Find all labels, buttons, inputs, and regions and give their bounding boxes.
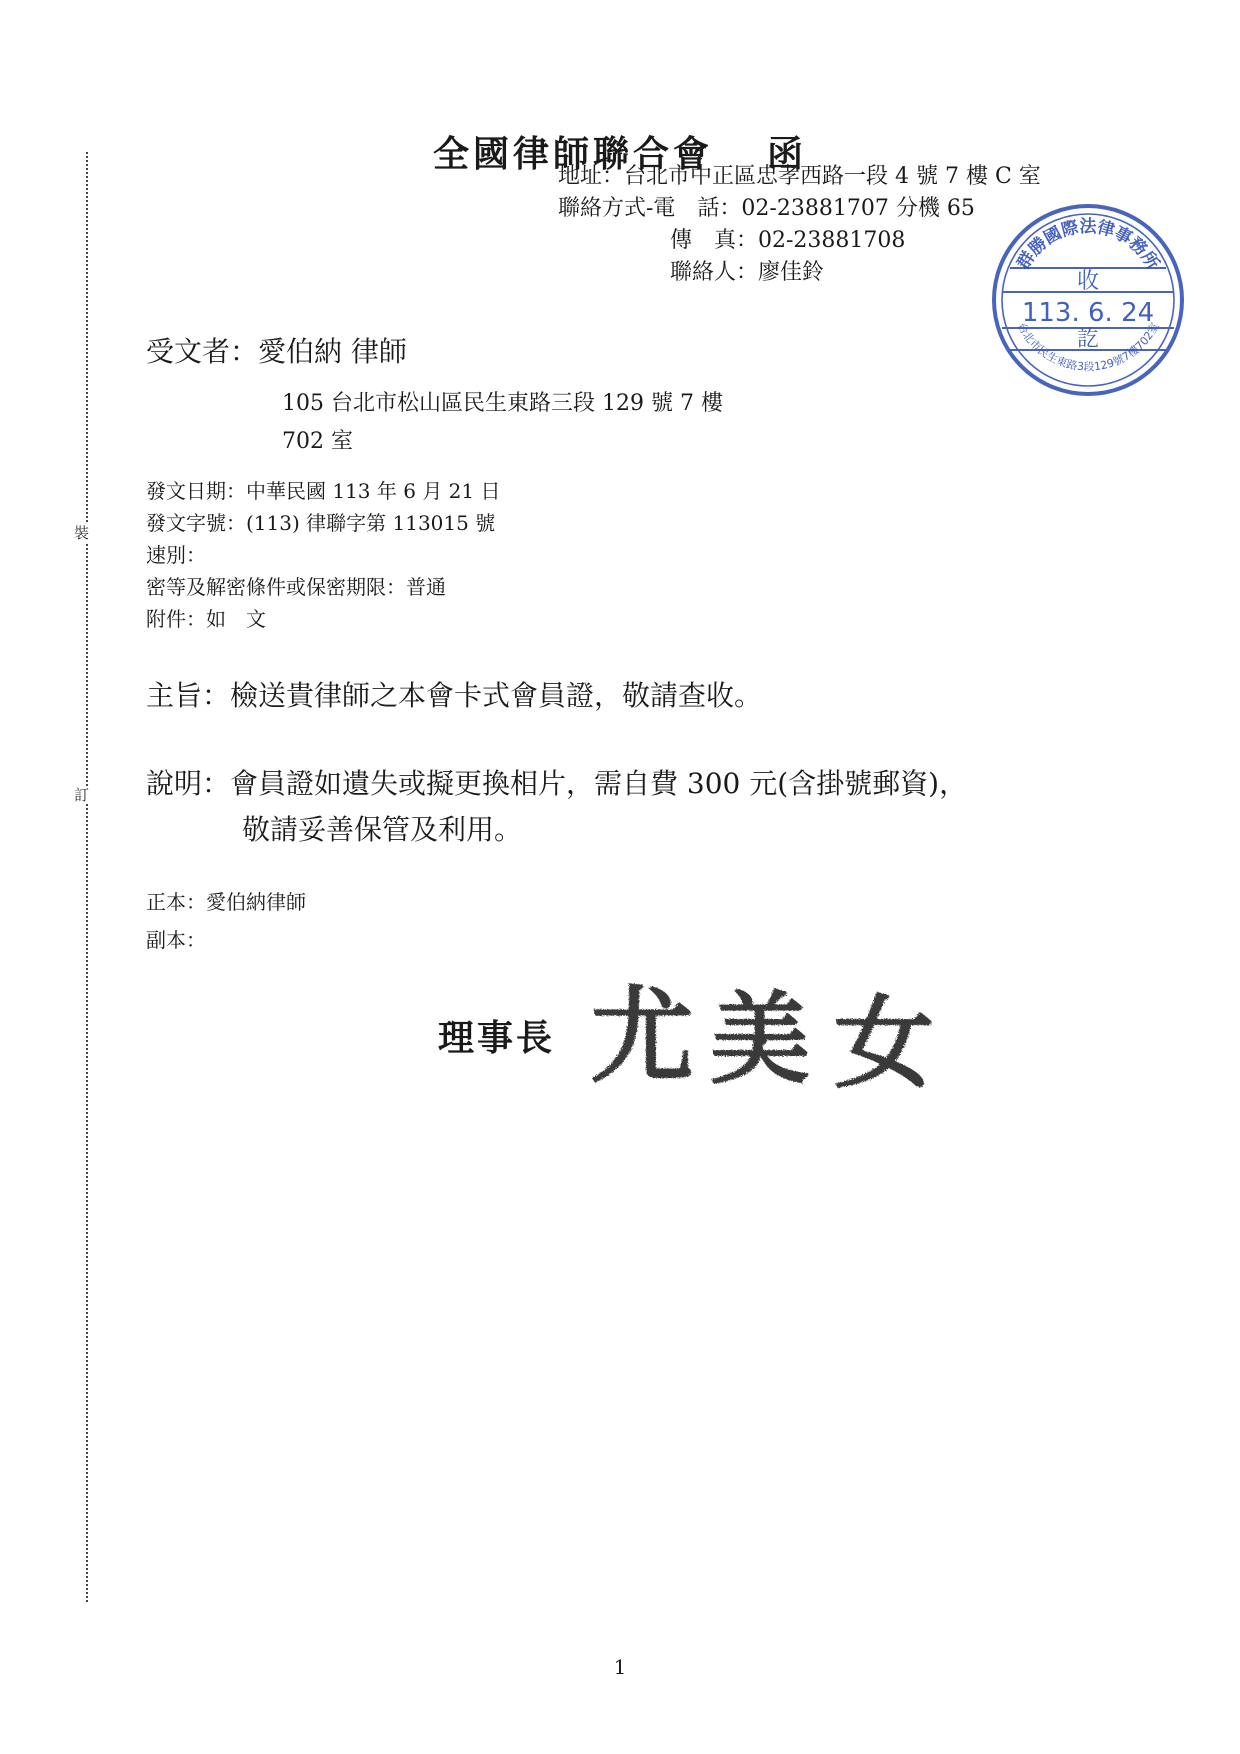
subject-line: 主旨：檢送貴律師之本會卡式會員證，敬請查收。 <box>146 679 763 712</box>
signature-char-2: 美 <box>710 981 810 1098</box>
sender-contact: 聯絡人：廖佳鈴 <box>670 260 825 285</box>
secrecy-level: 密等及解密條件或保密期限：普通 <box>146 575 446 599</box>
stamp-address: 台北市民生東路3段129號7樓702室 <box>1014 320 1162 374</box>
binding-mark-top: 裝 <box>74 524 90 542</box>
explanation-line1: 說明：會員證如遺失或擬更換相片，需自費 300 元(含掛號郵資)， <box>146 767 968 800</box>
original-copy-to: 正本：愛伯納律師 <box>146 890 306 914</box>
stamp-firm-name: 群勝國際法律事務所 <box>1013 217 1163 274</box>
recipient-label: 受文者：愛伯納 律師 <box>146 335 407 368</box>
speed-class: 速別： <box>146 543 206 567</box>
page-number: 1 <box>613 1655 627 1679</box>
sender-phone: 聯絡方式-電 話：02-23881707 分機 65 <box>558 196 975 221</box>
signature-char-1: 尤 <box>590 975 695 1097</box>
recipient-address-line2: 702 室 <box>282 429 353 454</box>
received-stamp <box>988 200 1188 400</box>
explanation-line2: 敬請妥善保管及利用。 <box>242 813 523 846</box>
recipient-address-line1: 105 台北市松山區民生東路三段 129 號 7 樓 <box>282 391 723 416</box>
title-org: 全國律師聯合會 <box>432 133 713 175</box>
stamp-bottom-char: 訖 <box>1076 327 1100 352</box>
stamp-date: 113. 6. 24 <box>1021 298 1155 328</box>
binding-mark-bottom: 訂 <box>74 786 90 804</box>
signature-char-3: 女 <box>834 985 934 1102</box>
duplicate-copy-to: 副本： <box>146 928 206 952</box>
chairperson-signature-seal <box>590 962 960 1102</box>
document-number: 發文字號：(113) 律聯字第 113015 號 <box>146 511 496 535</box>
stamp-top-char: 收 <box>1076 269 1100 294</box>
chairperson-label: 理事長 <box>438 1017 556 1059</box>
attachment: 附件：如 文 <box>146 607 266 631</box>
issue-date: 發文日期：中華民國 113 年 6 月 21 日 <box>146 479 501 503</box>
sender-fax: 傳 真：02-23881708 <box>670 228 906 253</box>
title-doc-type: 函 <box>767 133 808 175</box>
sender-address: 地址：台北市中正區忠孝西路一段 4 號 7 樓 C 室 <box>558 164 1041 189</box>
binding-margin-line <box>86 152 88 1602</box>
